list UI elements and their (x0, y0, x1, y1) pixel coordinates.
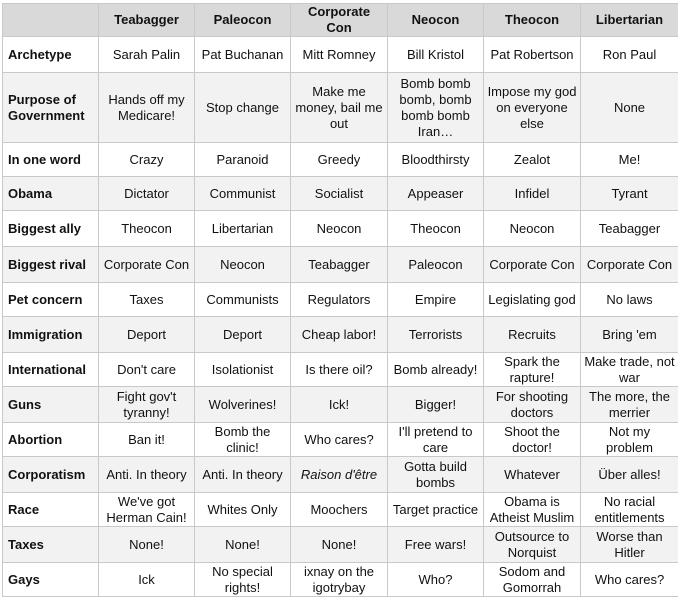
table-row (3, 457, 678, 493)
table-cell: Ron Paul (581, 37, 678, 73)
table-cell: Socialist (291, 177, 388, 211)
table-cell: Paleocon (388, 247, 484, 283)
table-cell: Anti. In theory (99, 457, 195, 493)
table-cell: Sodom and Gomorrah (484, 563, 581, 597)
row-label: Obama (3, 177, 99, 211)
column-header: Libertarian (581, 4, 678, 37)
table-cell: No racial entitlements (581, 493, 678, 527)
row-label: Corporatism (3, 457, 99, 493)
column-header: Teabagger (99, 4, 195, 37)
table-cell: Ick! (291, 387, 388, 423)
table-cell: Bloodthirsty (388, 143, 484, 177)
table-row (3, 563, 678, 597)
table-cell: Zealot (484, 143, 581, 177)
table-row (3, 37, 678, 73)
table-cell: Appeaser (388, 177, 484, 211)
table-cell: Recruits (484, 317, 581, 353)
table-cell: Who cares? (291, 423, 388, 457)
table-cell: Legislating god (484, 283, 581, 317)
table-cell: Tyrant (581, 177, 678, 211)
table-cell: Bring 'em (581, 317, 678, 353)
table-cell: Whites Only (195, 493, 291, 527)
corner-cell (3, 4, 99, 37)
table-cell: Terrorists (388, 317, 484, 353)
table-cell: Libertarian (195, 211, 291, 247)
table-cell: Pat Robertson (484, 37, 581, 73)
table-cell: Neocon (484, 211, 581, 247)
table-cell: Sarah Palin (99, 37, 195, 73)
table-cell: Infidel (484, 177, 581, 211)
table-cell: Make trade, not war (581, 353, 678, 387)
table-cell: Cheap labor! (291, 317, 388, 353)
table-cell: ixnay on the igotrybay (291, 563, 388, 597)
table-cell: Ick (99, 563, 195, 597)
table-cell: Shoot the doctor! (484, 423, 581, 457)
table-row (3, 387, 678, 423)
table-cell: Moochers (291, 493, 388, 527)
table-cell: Outsource to Norquist (484, 527, 581, 563)
table-cell: Theocon (388, 211, 484, 247)
table-cell: Crazy (99, 143, 195, 177)
table-cell: Greedy (291, 143, 388, 177)
table-cell: Bill Kristol (388, 37, 484, 73)
table-cell: Mitt Romney (291, 37, 388, 73)
table-row (3, 283, 678, 317)
row-label: Purpose of Government (3, 73, 99, 143)
table-cell: Regulators (291, 283, 388, 317)
row-label: Immigration (3, 317, 99, 353)
table-row (3, 143, 678, 177)
table-cell: Gotta build bombs (388, 457, 484, 493)
table-cell: Whatever (484, 457, 581, 493)
table-cell: Neocon (291, 211, 388, 247)
row-label: Gays (3, 563, 99, 597)
table-cell: Taxes (99, 283, 195, 317)
table-cell: Isolationist (195, 353, 291, 387)
table-cell: Deport (99, 317, 195, 353)
table-cell: Corporate Con (99, 247, 195, 283)
table-cell: Bomb bomb bomb, bomb bomb bomb Iran… (388, 73, 484, 143)
table-cell: Me! (581, 143, 678, 177)
table-cell: Neocon (195, 247, 291, 283)
row-label: In one word (3, 143, 99, 177)
column-header: Theocon (484, 4, 581, 37)
table-row (3, 493, 678, 527)
table-cell: No special rights! (195, 563, 291, 597)
table-cell: Teabagger (581, 211, 678, 247)
table-cell: Pat Buchanan (195, 37, 291, 73)
table-cell: None! (291, 527, 388, 563)
header-row (3, 4, 678, 37)
table-cell: No laws (581, 283, 678, 317)
table-cell: Spark the rapture! (484, 353, 581, 387)
table-cell: We've got Herman Cain! (99, 493, 195, 527)
row-label: Pet concern (3, 283, 99, 317)
table-cell: Free wars! (388, 527, 484, 563)
table-cell: Who cares? (581, 563, 678, 597)
table-cell: Target practice (388, 493, 484, 527)
table-row (3, 353, 678, 387)
column-header: Paleocon (195, 4, 291, 37)
table-cell: Stop change (195, 73, 291, 143)
table-cell: Not my problem (581, 423, 678, 457)
table-cell: Teabagger (291, 247, 388, 283)
column-header: Neocon (388, 4, 484, 37)
table-cell: None! (99, 527, 195, 563)
table-cell: Impose my god on everyone else (484, 73, 581, 143)
row-label: Archetype (3, 37, 99, 73)
row-label: Biggest rival (3, 247, 99, 283)
table-row (3, 317, 678, 353)
table-cell: Corporate Con (581, 247, 678, 283)
table-cell: Bomb already! (388, 353, 484, 387)
row-label: Biggest ally (3, 211, 99, 247)
table-cell: Don't care (99, 353, 195, 387)
table-cell: Empire (388, 283, 484, 317)
table-row (3, 423, 678, 457)
table-cell: Hands off my Medicare! (99, 73, 195, 143)
table-cell: Paranoid (195, 143, 291, 177)
table-cell: I'll pretend to care (388, 423, 484, 457)
row-label: Guns (3, 387, 99, 423)
table-cell: None (581, 73, 678, 143)
table-cell: Dictator (99, 177, 195, 211)
table-cell: Worse than Hitler (581, 527, 678, 563)
table-cell: Corporate Con (484, 247, 581, 283)
table-cell: Communist (195, 177, 291, 211)
table-cell: Bigger! (388, 387, 484, 423)
table-row (3, 247, 678, 283)
table-cell: Who? (388, 563, 484, 597)
table-cell: Über alles! (581, 457, 678, 493)
comparison-table (2, 3, 678, 597)
table-cell: The more, the merrier (581, 387, 678, 423)
table-cell: Obama is Atheist Muslim (484, 493, 581, 527)
table-row (3, 527, 678, 563)
table-cell: Theocon (99, 211, 195, 247)
row-label: International (3, 353, 99, 387)
table-cell: Raison d'être (291, 457, 388, 493)
table-cell: Ban it! (99, 423, 195, 457)
table-row (3, 73, 678, 143)
table-cell: Wolverines! (195, 387, 291, 423)
table-cell: Bomb the clinic! (195, 423, 291, 457)
table-cell: Make me money, bail me out (291, 73, 388, 143)
row-label: Abortion (3, 423, 99, 457)
table-cell: Communists (195, 283, 291, 317)
table-cell: Deport (195, 317, 291, 353)
table-cell: Anti. In theory (195, 457, 291, 493)
table-cell: None! (195, 527, 291, 563)
row-label: Race (3, 493, 99, 527)
column-header: Corporate Con (291, 4, 388, 37)
table-cell: Is there oil? (291, 353, 388, 387)
table-row (3, 211, 678, 247)
table-cell: Fight gov't tyranny! (99, 387, 195, 423)
table-cell: For shooting doctors (484, 387, 581, 423)
table-row (3, 177, 678, 211)
row-label: Taxes (3, 527, 99, 563)
